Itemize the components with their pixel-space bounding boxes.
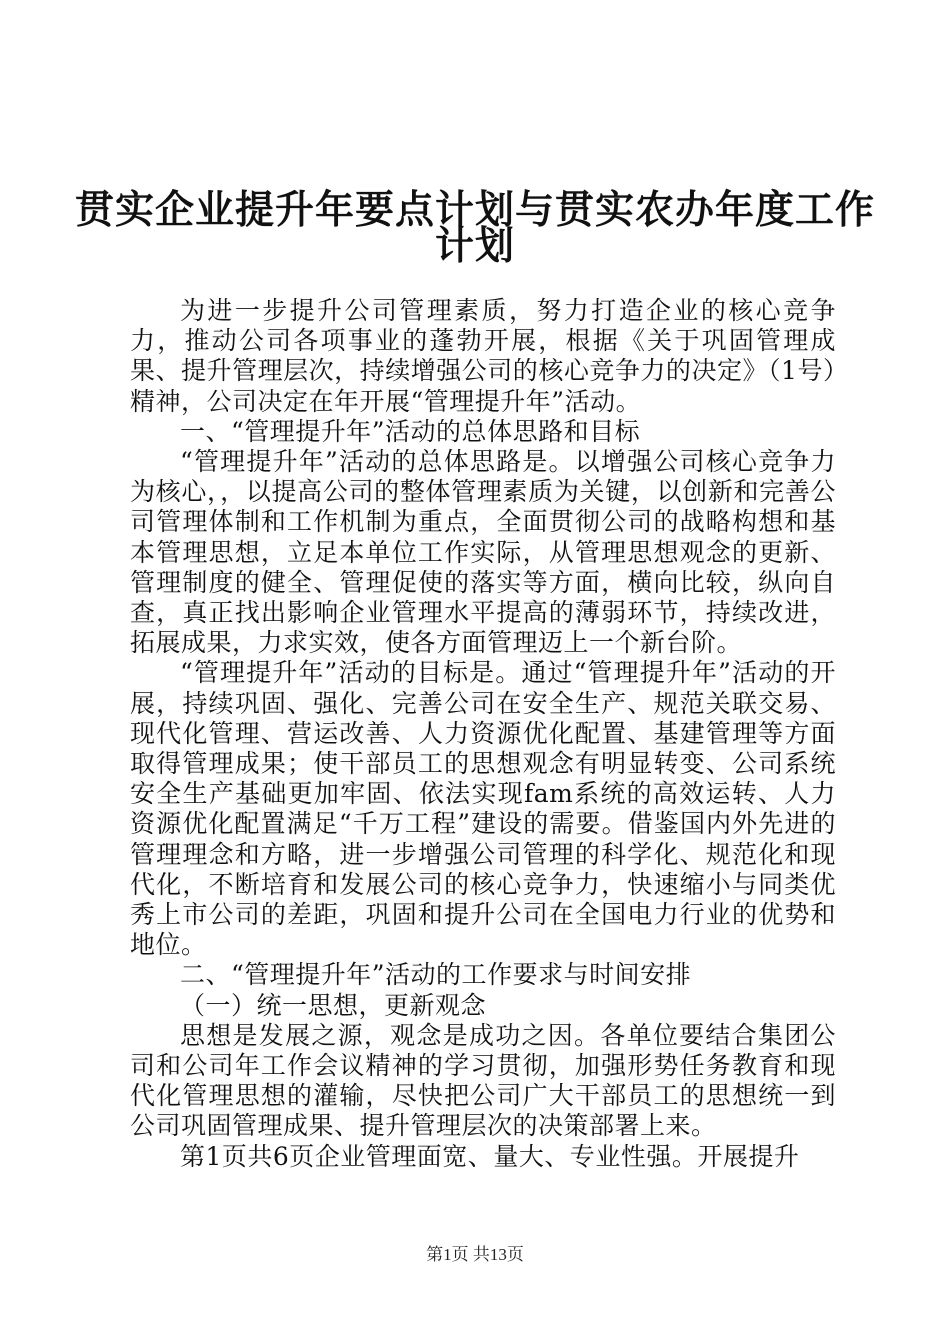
document-title-line-2: 计划 <box>434 223 515 269</box>
body-paragraph: “管理提升年”活动的目标是。通过“管理提升年”活动的开展，持续巩固、强化、完善公司在安全生产、规范关联交易、现代化管理、营运改善、人力资源优化配置、基建管理等方面取得管理成果；使干部员工的思想观念有明显转变、公司系统安全生产基础更加牢固、依法实现fam系统的高效运转、人力资源优化配置满足“千万工程”建设的需要。借鉴国内外先进的管理理念和方略，进一步增强公司管理的科学化、规范化和现代化，不断培育和发展公司的核心竞争力，快速缩小与同类优秀上市公司的差距，巩固和提升公司在全国电力行业的优势和地位。 <box>130 658 836 960</box>
page-footer: 第1页 共13页 <box>426 1245 524 1264</box>
section-heading-2: 二、“管理提升年”活动的工作要求与时间安排 <box>180 960 692 990</box>
section-heading-1: 一、“管理提升年”活动的总体思路和目标 <box>180 416 641 446</box>
document-title-line-1: 贯实企业提升年要点计划与贯实农办年度工作 <box>74 187 875 233</box>
body-paragraph: 思想是发展之源，观念是成功之因。各单位要结合集团公司和公司年工作会议精神的学习贯彻，加强形势任务教育和现代化管理思想的灌输，尽快把公司广大干部员工的思想统一到公司巩固管理成果、提升管理层次的决策部署上来。 <box>130 1020 836 1141</box>
intro-paragraph: 为进一步提升公司管理素质，努力打造企业的核心竞争力，推动公司各项事业的蓬勃开展，根据《关于巩固管理成果、提升管理层次，持续增强公司的核心竞争力的决定》（1号）精神，公司决定在年开展“管理提升年”活动。 <box>130 296 836 416</box>
body-paragraph: 第1页共6页企业管理面宽、量大、专业性强。开展提升 <box>180 1141 800 1171</box>
subsection-heading: （一）统一思想，更新观念 <box>180 990 487 1020</box>
document-body <box>130 296 836 1172</box>
body-paragraph: “管理提升年”活动的总体思路是。以增强公司核心竞争力为核心，，以提高公司的整体管理素质为关键，以创新和完善公司管理体制和工作机制为重点，全面贯彻公司的战略构想和基本管理思想，立足本单位工作实际，从管理思想观念的更新、管理制度的健全、管理促使的落实等方面，横向比较，纵向自查，真正找出影响企业管理水平提高的薄弱环节，持续改进，拓展成果，力求实效，使各方面管理迈上一个新台阶。 <box>130 447 836 658</box>
